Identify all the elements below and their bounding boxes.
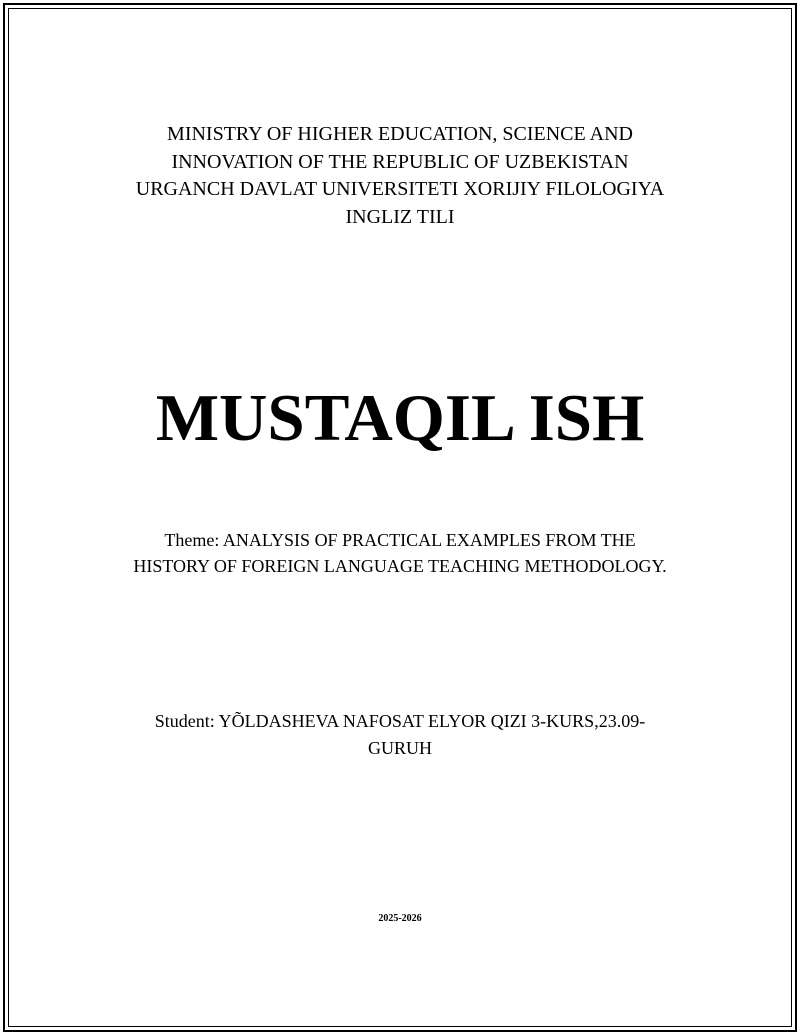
academic-year: 2025-2026: [378, 913, 422, 924]
ministry-line-2: INNOVATION OF THE REPUBLIC OF UZBEKISTAN: [171, 150, 629, 173]
student-line-1: Student: YÕLDASHEVA NAFOSAT ELYOR QIZI 3-KURS,23.09-: [154, 711, 646, 731]
theme-line-1: Theme: ANALYSIS OF PRACTICAL EXAMPLES FROM THE: [164, 530, 636, 550]
institution-header: [60, 121, 740, 231]
document-title: MUSTAQIL ISH: [155, 381, 645, 455]
university-line: URGANCH DAVLAT UNIVERSITETI XORIJIY FILOLOGIYA: [135, 178, 665, 200]
theme-section: [60, 527, 740, 579]
student-line-2: GURUH: [367, 738, 432, 758]
student-section: [60, 708, 740, 762]
ministry-line-1: MINISTRY OF HIGHER EDUCATION, SCIENCE AND: [167, 123, 633, 145]
theme-line-2: HISTORY OF FOREIGN LANGUAGE TEACHING METHODOLOGY.: [133, 556, 667, 576]
department-line: INGLIZ TILI: [345, 205, 455, 228]
